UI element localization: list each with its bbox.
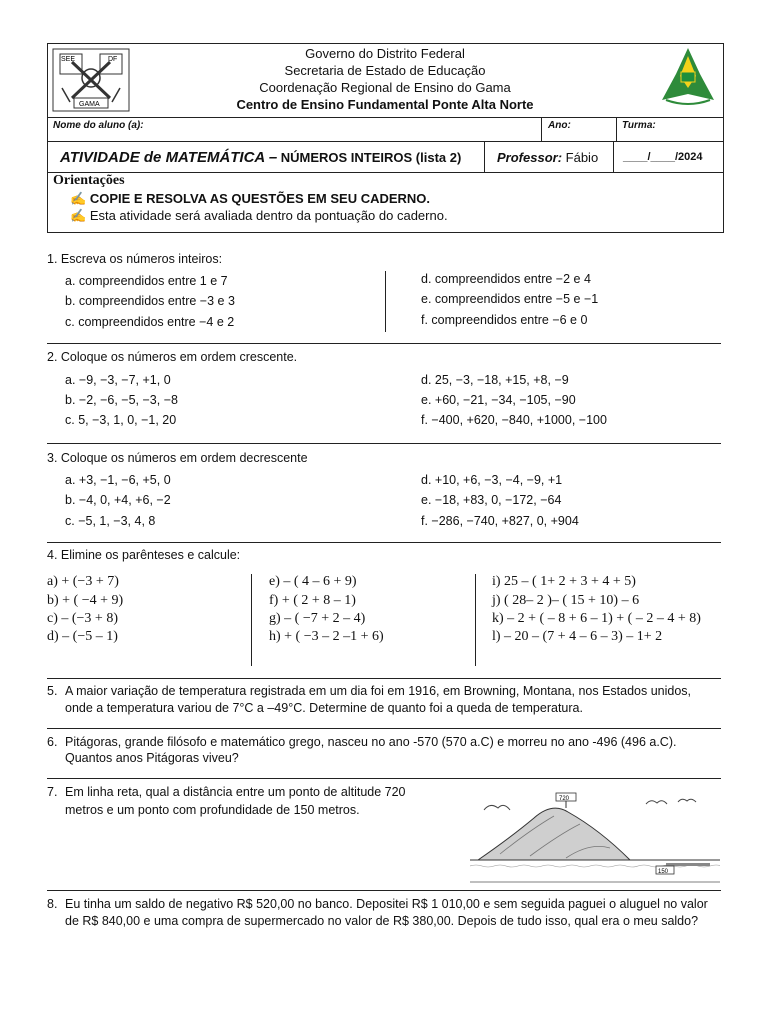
q6-number: 6. <box>47 735 58 749</box>
header-line-4: Centro de Ensino Fundamental Ponte Alta Norte <box>236 97 534 112</box>
q8-number: 8. <box>47 897 58 911</box>
activity-subtitle: NÚMEROS INTEIROS (lista 2) <box>280 150 462 165</box>
q4-title: 4. Elimine os parênteses e calcule: <box>47 548 241 562</box>
date-field: ____/____/2024 <box>623 151 703 163</box>
q3-item-f: f. −286, −740, +827, 0, +904 <box>421 514 579 528</box>
q4-item-a: a) + (−3 + 7) <box>47 574 119 589</box>
q2-item-e: e. +60, −21, −34, −105, −90 <box>421 393 576 407</box>
q4-item-k: k) – 2 + ( – 8 + 6 – 1) + ( – 2 – 4 + 8) <box>492 611 701 626</box>
q5-line-1: A maior variação de temperatura registrada em um dia foi em 1916, em Browning, Montana, nos Estados unidos, <box>65 684 692 698</box>
q4-item-b: b) + ( −4 + 9) <box>47 593 124 608</box>
q5-line-2: onde a temperatura variou de 7°C a –49°C. Determine de quanto foi a queda de temperatura. <box>65 701 583 715</box>
teacher-name: Fábio <box>565 150 599 165</box>
q8-line-2: de R$ 840,00 e uma compra de supermercado no valor de R$ 380,00. Depois de tudo isso, qual era o meu saldo? <box>65 914 699 928</box>
pencil-icon: ✍ <box>70 208 87 223</box>
q1-item-e: e. compreendidos entre −5 e −1 <box>421 292 599 306</box>
q4-item-i: i) 25 – ( 1+ 2 + 3 + 4 + 5) <box>492 574 636 589</box>
teacher-label: Professor: <box>497 150 563 165</box>
q1-item-c: c. compreendidos entre −4 e 2 <box>65 315 235 329</box>
q4-item-h: h) + ( −3 – 2 –1 + 6) <box>269 629 384 644</box>
df-emblem-logo <box>660 46 716 112</box>
gama-crest-logo <box>52 48 130 112</box>
q2-item-b: b. −2, −6, −5, −3, −8 <box>65 393 178 407</box>
logo-df-text: DF <box>108 56 118 63</box>
header-line-3: Coordenação Regional de Ensino do Gama <box>259 80 511 95</box>
q2-item-a: a. −9, −3, −7, +1, 0 <box>65 373 171 387</box>
q3-title: 3. Coloque os números em ordem decrescente <box>47 451 308 465</box>
mountain-sea-illustration <box>470 790 720 885</box>
q1-title: 1. Escreva os números inteiros: <box>47 252 223 266</box>
student-name-label: Nome do aluno (a): <box>53 120 144 131</box>
q7-line-1: Em linha reta, qual a distância entre um ponto de altitude 720 <box>65 785 406 799</box>
q1-item-a: a. compreendidos entre 1 e 7 <box>65 274 228 288</box>
q3-item-e: e. −18, +83, 0, −172, −64 <box>421 493 562 507</box>
header-line-1: Governo do Distrito Federal <box>305 46 465 61</box>
q6-line-2: Quantos anos Pitágoras viveu? <box>65 751 239 765</box>
q8-line-1: Eu tinha um saldo de negativo R$ 520,00 no banco. Depositei R$ 1 010,00 e sem seguida paguei o aluguel no valor <box>65 897 708 911</box>
q4-item-j: j) ( 28– 2 )– ( 15 + 10) – 6 <box>492 593 640 608</box>
q7-line-2: metros e um ponto com profundidade de 150 metros. <box>65 803 360 817</box>
q2-item-c: c. 5, −3, 1, 0, −1, 20 <box>65 413 177 427</box>
student-name-field[interactable] <box>150 118 538 140</box>
orientation-item-1: COPIE E RESOLVA AS QUESTÕES EM SEU CADERNO. <box>89 191 431 206</box>
activity-title: ATIVIDADE de MATEMÁTICA – <box>60 149 278 166</box>
pencil-icon: ✍ <box>70 191 87 206</box>
q1-item-f: f. compreendidos entre −6 e 0 <box>421 313 588 327</box>
header-line-2: Secretaria de Estado de Educação <box>284 63 486 78</box>
q2-title: 2. Coloque os números em ordem crescente. <box>47 350 298 364</box>
sign-150-text: 150 <box>658 869 669 875</box>
q4-item-d: d) – (−5 – 1) <box>47 629 118 644</box>
q4-item-f: f) + ( 2 + 8 – 1) <box>269 593 356 608</box>
q4-item-l: l) – 20 – (7 + 4 – 6 – 3) – 1+ 2 <box>492 629 663 644</box>
q2-item-d: d. 25, −3, −18, +15, +8, −9 <box>421 373 569 387</box>
logo-see-text: SEE <box>61 56 76 63</box>
orientations-title: Orientações <box>53 173 125 188</box>
q3-item-d: d. +10, +6, −3, −4, −9, +1 <box>421 473 563 487</box>
q7-number: 7. <box>47 785 58 799</box>
q3-item-b: b. −4, 0, +4, +6, −2 <box>65 493 171 507</box>
sign-720-text: 720 <box>559 796 570 802</box>
q3-item-c: c. −5, 1, −3, 4, 8 <box>65 514 156 528</box>
q2-item-f: f. −400, +620, −840, +1000, −100 <box>421 413 607 427</box>
q3-item-a: a. +3, −1, −6, +5, 0 <box>65 473 171 487</box>
q4-item-e: e) – ( 4 – 6 + 9) <box>269 574 357 589</box>
q1-item-d: d. compreendidos entre −2 e 4 <box>421 272 591 286</box>
q6-line-1: Pitágoras, grande filósofo e matemático grego, nasceu no ano -570 (570 a.C) e morreu no ano -496 (496 a.C). <box>65 735 677 749</box>
q5-number: 5. <box>47 684 58 698</box>
q4-item-g: g) – ( −7 + 2 – 4) <box>269 611 366 626</box>
q4-item-c: c) – (−3 + 8) <box>47 611 118 626</box>
orientation-item-2: Esta atividade será avaliada dentro da pontuação do caderno. <box>89 208 448 223</box>
logo-gama-text: GAMA <box>79 101 100 108</box>
year-label: Ano: <box>548 120 571 131</box>
class-label: Turma: <box>622 120 656 131</box>
q1-item-b: b. compreendidos entre −3 e 3 <box>65 294 235 308</box>
